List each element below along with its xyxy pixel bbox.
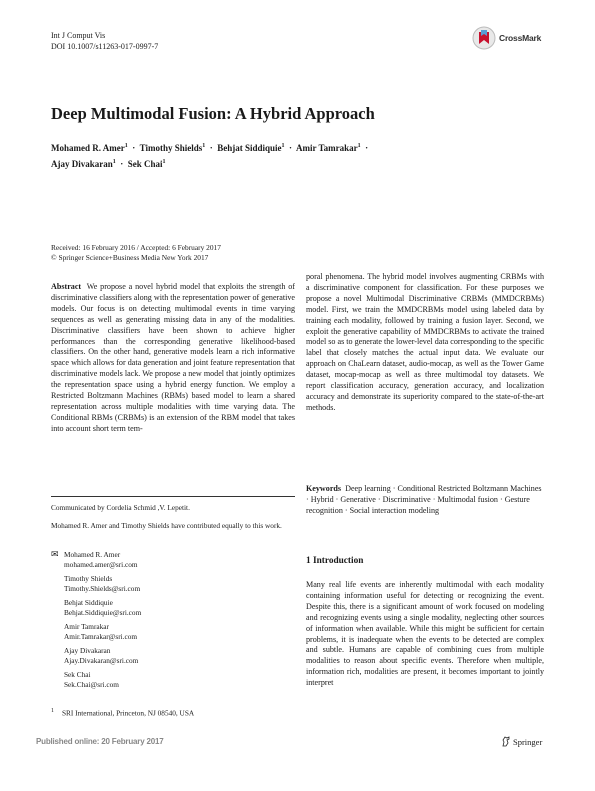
contact-entry bbox=[64, 574, 284, 593]
crossmark-badge[interactable] bbox=[472, 26, 552, 50]
author-name[interactable]: Mohamed R. Amer bbox=[51, 143, 125, 153]
author-affiliation: 1 bbox=[124, 143, 128, 149]
abstract-text-right: poral phenomena. The hybrid model involves augmenting CRBMs with a discriminative component for classification. For these purposes we propose a novel Multimodal Discriminative CRBMs (MMDCRBMs) model. First, we train the MMDCRBMs model using labeled data by training each modality, followed by training a fusion layer. Second, we exploit the generative capability of MMDCRBMs to activate the trained model so as to generate the lower-level data corresponding to the specific label that closely matches the actual input data. We evaluate our approach on ChaLearn dataset, audio-mocap, as well as the Tower Game dataset, mocap-mocap as well as three multimodal toy datasets. We report classification accuracy, generation accuracy, and localization accuracy and demonstrate its superiority compared to the state-of-the-art methods. bbox=[306, 272, 544, 412]
author-separator: · bbox=[132, 143, 136, 153]
affiliation-text: SRI International, Princeton, NJ 08540, USA bbox=[62, 708, 195, 718]
contact-name: Mohamed R. Amer bbox=[64, 550, 121, 559]
author-separator: · bbox=[289, 143, 293, 153]
contact-email[interactable]: Amir.Tamrakar@sri.com bbox=[64, 631, 138, 641]
keywords bbox=[306, 484, 544, 517]
contact-entry bbox=[64, 622, 284, 641]
introduction-text: Many real life events are inherently multimodal with each modality containing information useful for detecting or recognizing the event. Despite this, there is a significant amount of work focused on modeling and recognizing events using a single modality, neglecting other sources of information when available. While this might be sufficient for certain problems, it is inadequate when the events to be detected are complex and subtle. Humans are capable of combining cues from multiple modalities to reason about specific events. Therefore when multiple, information rich, modalities are present, it becomes important to jointly interpret bbox=[306, 580, 544, 688]
contact-name: Timothy Shields bbox=[64, 574, 113, 583]
author-separator: · bbox=[365, 143, 369, 153]
author-list bbox=[51, 139, 411, 171]
journal-name: Int J Comput Vis bbox=[51, 31, 106, 40]
doi[interactable]: DOI 10.1007/s11263-017-0997-7 bbox=[51, 42, 159, 51]
received-accepted: Received: 16 February 2016 / Accepted: 6 February 2017 bbox=[51, 243, 221, 252]
introduction-body bbox=[306, 580, 544, 689]
author-name[interactable]: Sek Chai bbox=[127, 159, 163, 169]
springer-logo bbox=[501, 736, 542, 747]
contact-name: Behjat Siddiquie bbox=[64, 598, 113, 607]
copyright: © Springer Science+Business Media New York 2017 bbox=[51, 253, 209, 262]
author-affiliation: 1 bbox=[281, 143, 285, 149]
publisher-name: Springer bbox=[513, 736, 543, 747]
author-name[interactable]: Amir Tamrakar bbox=[296, 143, 358, 153]
author-separator: · bbox=[120, 159, 124, 169]
abstract-text-left: We propose a novel hybrid model that exploits the strength of discriminative classifiers along with the representation power of generative models. Our focus is on detecting multimodal events in time varying sequences as well as generating missing data in any of the modalities. Discriminative classifiers have been shown to achieve higher performances than the corresponding generative likelihood-based classifiers. On the other hand, generative models learn a rich informative space which allows for data generation and joint feature representation that discriminative models lack. We propose a new model that jointly optimizes the representation space using a hybrid energy function. We employ a Restricted Boltzmann Machines (RBMs) based model to learn a shared representation across multiple modalities with time varying data. The Conditional RBMs (CRBMs) is an extension of the RBM model that takes into account short term tem- bbox=[51, 282, 295, 433]
springer-horse-icon bbox=[501, 736, 511, 747]
author-affiliation: 1 bbox=[202, 143, 206, 149]
crossmark-icon bbox=[472, 26, 496, 50]
crossmark-label: CrossMark bbox=[499, 33, 542, 43]
keywords-text: Deep learning · Conditional Restricted Boltzmann Machines · Hybrid · Generative · Discriminative · Multimodal fusion · Gesture recognition · Social interaction modeling bbox=[306, 484, 542, 515]
publication-dates bbox=[51, 243, 221, 263]
contact-email[interactable]: Ajay.Divakaran@sri.com bbox=[64, 655, 139, 665]
contact-entry bbox=[64, 670, 284, 689]
contact-name: Ajay Divakaran bbox=[64, 646, 111, 655]
abstract-left bbox=[51, 282, 295, 435]
author-affiliation: 1 bbox=[112, 159, 116, 165]
author-affiliation: 1 bbox=[357, 143, 361, 149]
contact-email[interactable]: Behjat.Siddiquie@sri.com bbox=[64, 607, 142, 617]
paper-title: Deep Multimodal Fusion: A Hybrid Approach bbox=[51, 104, 375, 123]
author-name[interactable]: Timothy Shields bbox=[139, 143, 203, 153]
contact-entry bbox=[64, 550, 284, 569]
published-online: Published online: 20 February 2017 bbox=[36, 737, 164, 746]
abstract-right bbox=[306, 272, 544, 414]
author-separator: · bbox=[209, 143, 213, 153]
footnote-communicated: Communicated by Cordelia Schmid ,V. Lepetit. bbox=[51, 503, 190, 512]
author-line-2 bbox=[51, 155, 411, 171]
abstract-label: Abstract bbox=[51, 282, 82, 291]
contact-name: Amir Tamrakar bbox=[64, 622, 109, 631]
footnote-divider bbox=[51, 496, 295, 497]
author-affiliation: 1 bbox=[162, 159, 166, 165]
contact-entry bbox=[64, 598, 284, 617]
contact-email[interactable]: mohamed.amer@sri.com bbox=[64, 559, 138, 569]
footnote-equal-contribution: Mohamed R. Amer and Timothy Shields have contributed equally to this work. bbox=[51, 521, 282, 530]
author-name[interactable]: Ajay Divakaran bbox=[51, 159, 113, 169]
author-name[interactable]: Behjat Siddiquie bbox=[217, 143, 282, 153]
keywords-label: Keywords bbox=[306, 484, 342, 493]
contact-name: Sek Chai bbox=[64, 670, 91, 679]
section-heading-introduction: 1 Introduction bbox=[306, 556, 364, 566]
author-line-1 bbox=[51, 139, 411, 155]
journal-info bbox=[51, 30, 158, 52]
affiliation-marker: 1 bbox=[51, 708, 54, 714]
contact-entry bbox=[64, 646, 284, 665]
contact-email[interactable]: Sek.Chai@sri.com bbox=[64, 679, 119, 689]
envelope-icon: ✉ bbox=[51, 549, 59, 559]
affiliation bbox=[51, 707, 194, 718]
contact-email[interactable]: Timothy.Shields@sri.com bbox=[64, 583, 141, 593]
